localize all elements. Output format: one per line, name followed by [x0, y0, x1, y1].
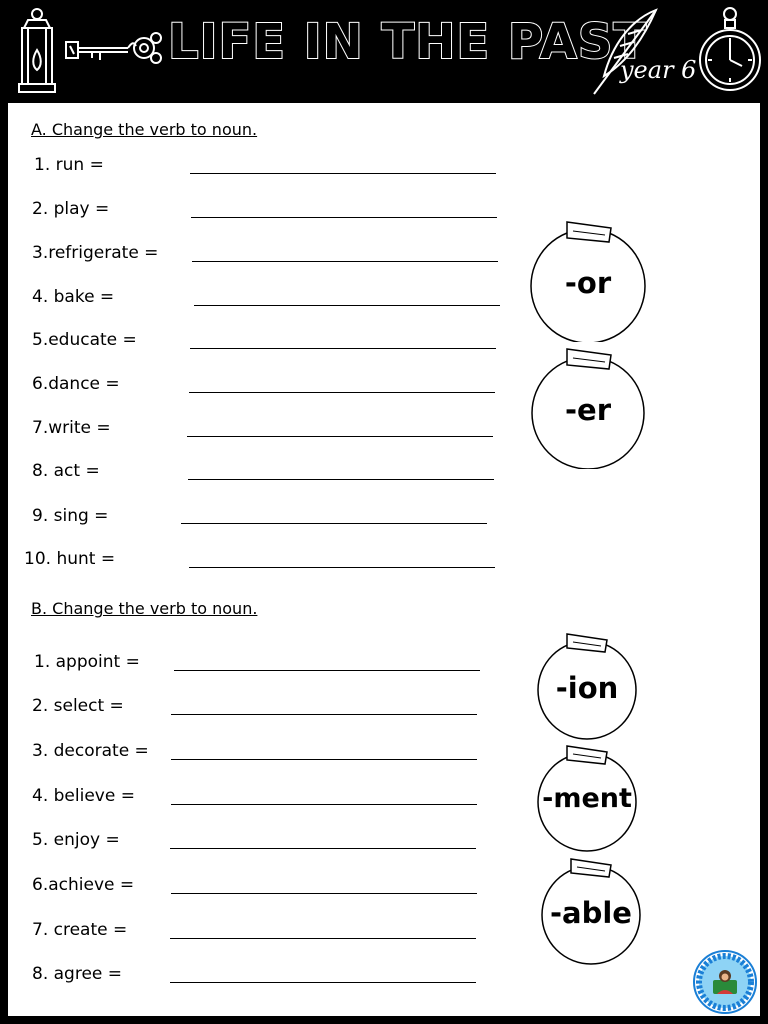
teacher-assha-logo [693, 950, 757, 1014]
item-a-5: 5.educate = [32, 330, 137, 350]
answer-line-a-10[interactable] [189, 567, 495, 568]
page-title: LIFE IN THE PAST [168, 14, 648, 70]
pocket-watch-icon [698, 4, 762, 96]
answer-line-a-4[interactable] [194, 305, 500, 306]
item-b-7: 7. create = [32, 920, 128, 940]
suffix-jar-ion [533, 630, 641, 740]
item-b-6: 6.achieve = [32, 875, 135, 895]
item-a-3: 3.refrigerate = [32, 243, 159, 263]
answer-line-a-6[interactable] [189, 392, 495, 393]
item-b-2: 2. select = [32, 696, 124, 716]
item-a-10: 10. hunt = [24, 549, 116, 569]
feather-icon [590, 6, 662, 98]
answer-line-b-1[interactable] [174, 670, 480, 671]
item-a-6: 6.dance = [32, 374, 120, 394]
item-a-1: 1. run = [34, 155, 104, 175]
key-icon [62, 28, 166, 68]
answer-line-a-3[interactable] [192, 261, 498, 262]
answer-line-b-8[interactable] [170, 982, 476, 983]
item-a-7: 7.write = [32, 418, 111, 438]
answer-line-b-5[interactable] [170, 848, 476, 849]
answer-line-a-2[interactable] [191, 217, 497, 218]
item-a-9: 9. sing = [32, 506, 109, 526]
answer-line-a-8[interactable] [188, 479, 494, 480]
item-b-4: 4. believe = [32, 786, 135, 806]
section-a-title: A. Change the verb to noun. [31, 120, 258, 139]
page-subtitle: year 6 [620, 56, 697, 84]
answer-line-b-2[interactable] [171, 714, 477, 715]
header-banner [0, 0, 768, 103]
answer-line-a-9[interactable] [181, 523, 487, 524]
suffix-label: -ment [542, 783, 632, 814]
suffix-label: -or [564, 266, 612, 300]
answer-line-b-7[interactable] [170, 938, 476, 939]
suffix-jar-ment [533, 742, 641, 852]
item-a-2: 2. play = [32, 199, 110, 219]
suffix-label: -er [564, 393, 611, 427]
lantern-icon [14, 6, 60, 98]
suffix-jar-able [537, 855, 645, 965]
answer-line-a-5[interactable] [190, 348, 496, 349]
item-b-8: 8. agree = [32, 964, 123, 984]
item-b-1: 1. appoint = [34, 652, 140, 672]
item-b-3: 3. decorate = [32, 741, 149, 761]
answer-line-a-1[interactable] [190, 173, 496, 174]
item-b-5: 5. enjoy = [32, 830, 120, 850]
section-b-title: B. Change the verb to noun. [31, 599, 258, 618]
suffix-jar-or [527, 216, 649, 342]
answer-line-a-7[interactable] [187, 436, 493, 437]
suffix-jar-er [527, 345, 649, 469]
item-a-4: 4. bake = [32, 287, 115, 307]
suffix-label: -able [550, 896, 632, 930]
suffix-label: -ion [555, 671, 619, 705]
answer-line-b-4[interactable] [171, 804, 477, 805]
answer-line-b-6[interactable] [171, 893, 477, 894]
item-a-8: 8. act = [32, 461, 100, 481]
answer-line-b-3[interactable] [171, 759, 477, 760]
